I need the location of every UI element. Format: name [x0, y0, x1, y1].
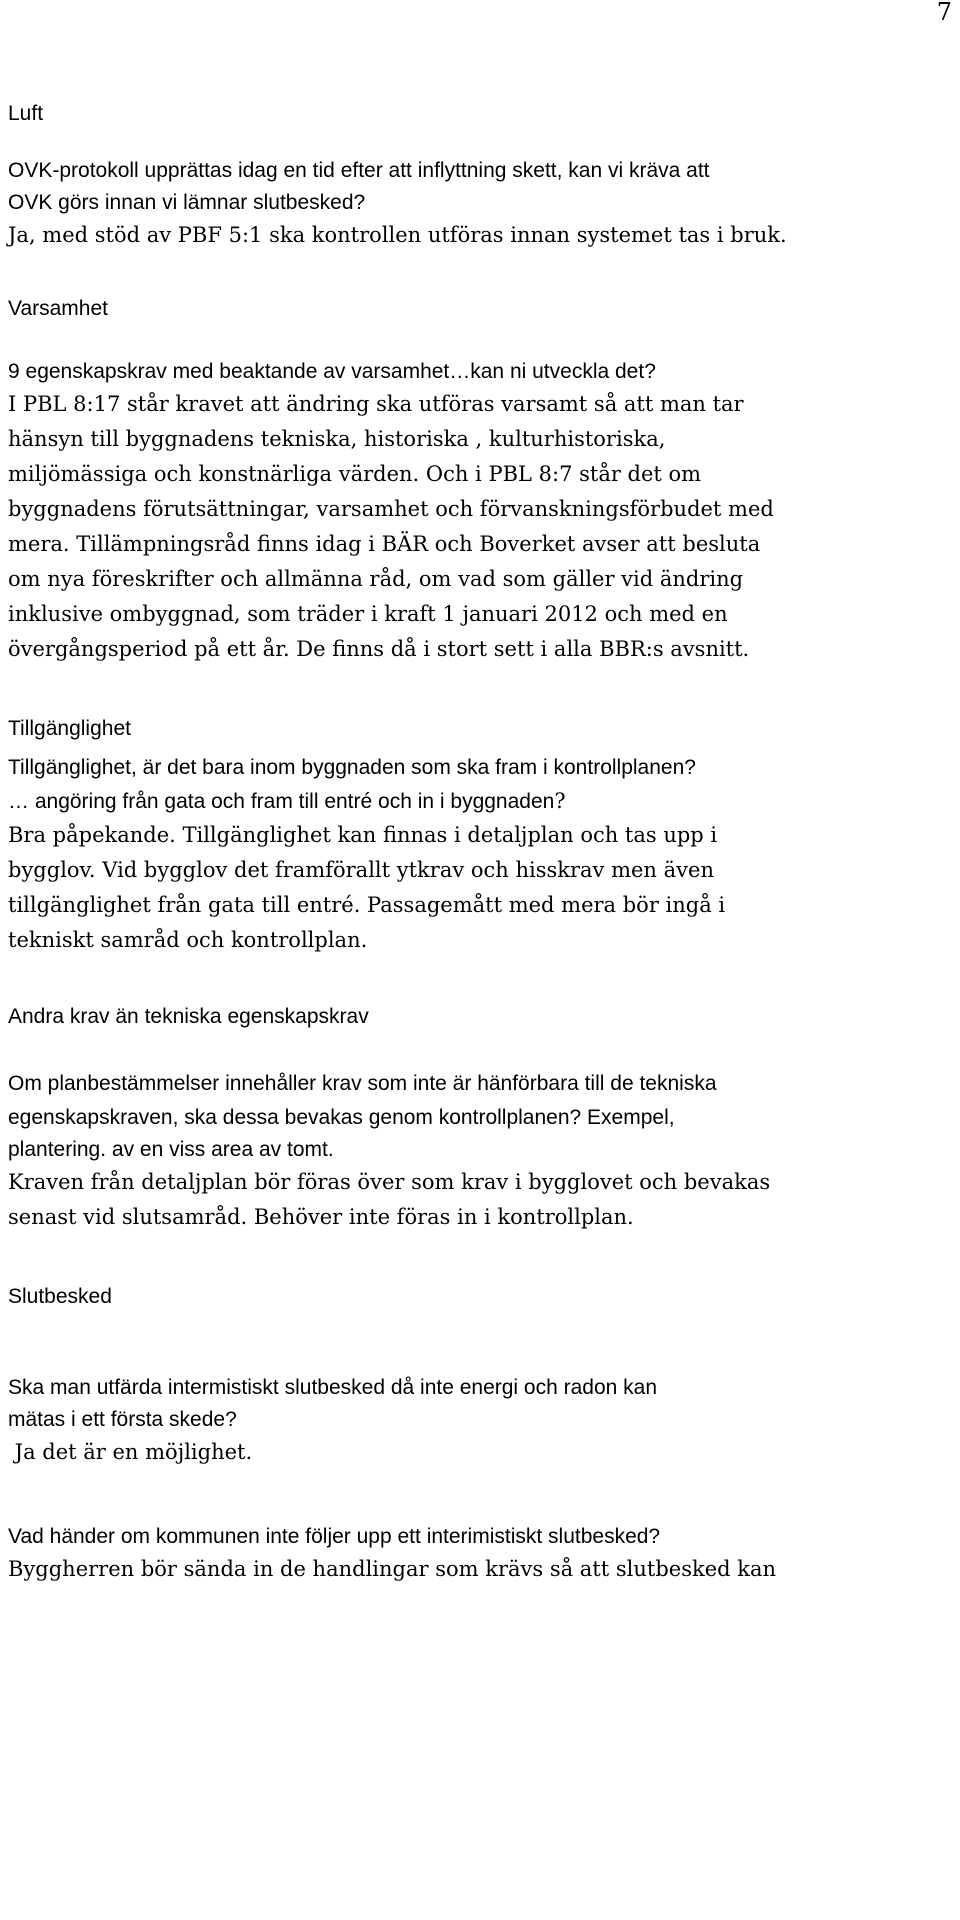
question-line: Tillgänglighet, är det bara inom byggnaden som ska fram i kontrollplanen?	[8, 756, 696, 779]
answer-line: senast vid slutsamråd. Behöver inte föras in i kontrollplan.	[8, 1205, 634, 1229]
answer-line: hänsyn till byggnadens tekniska, historiska , kulturhistoriska,	[8, 427, 666, 451]
question-mark: ?	[554, 789, 566, 813]
answer-line: miljömässiga och konstnärliga värden. Och i PBL 8:7 står det om	[8, 462, 702, 486]
question-line: Ska man utfärda intermistiskt slutbesked då inte energi och radon kan	[8, 1376, 658, 1399]
answer-line: inklusive ombyggnad, som träder i kraft 1 januari 2012 och med en	[8, 602, 728, 626]
answer-line: byggnadens förutsättningar, varsamhet och förvanskningsförbudet med	[8, 497, 774, 521]
question-text: … angöring från gata och fram till entré och in i byggnaden	[8, 790, 555, 813]
answer-line: I PBL 8:17 står kravet att ändring ska utföras varsamt så att man tar	[8, 392, 744, 416]
section-slutbesked	[8, 1285, 948, 1587]
heading-slutbesked: Slutbesked	[8, 1285, 112, 1308]
page-number: 7	[936, 0, 952, 26]
answer-line: mera. Tillämpningsråd finns idag i BÄR och Boverket avser att besluta	[8, 532, 761, 556]
heading-varsamhet: Varsamhet	[8, 297, 108, 320]
question-line: OVK görs innan vi lämnar slutbesked?	[8, 191, 366, 214]
question-line: OVK-protokoll upprättas idag en tid efter att inflyttning skett, kan vi kräva att	[8, 159, 710, 182]
answer-line: övergångsperiod på ett år. De finns då i stort sett i alla BBR:s avsnitt.	[8, 637, 750, 661]
heading-luft: Luft	[8, 102, 44, 125]
answer-line: Byggherren bör sända in de handlingar som krävs så att slutbesked kan	[8, 1557, 777, 1581]
heading-tillganglighet: Tillgänglighet	[8, 717, 131, 740]
heading-andra-krav: Andra krav än tekniska egenskapskrav	[8, 1005, 369, 1028]
answer-line: Kraven från detaljplan bör föras över som krav i bygglovet och bevakas	[8, 1170, 771, 1194]
answer-line: Ja, med stöd av PBF 5:1 ska kontrollen utföras innan systemet tas i bruk.	[8, 223, 787, 247]
question-line	[8, 785, 948, 818]
answer-line: bygglov. Vid bygglov det framförallt ytkrav och hisskrav men även	[8, 858, 714, 882]
answer-line: om nya föreskrifter och allmänna råd, om vad som gäller vid ändring	[8, 567, 744, 591]
answer-line: Bra påpekande. Tillgänglighet kan finnas i detaljplan och tas upp i	[8, 823, 718, 847]
question-line: plantering. av en viss area av tomt.	[8, 1138, 334, 1161]
question-line: Vad händer om kommunen inte följer upp ett interimistiskt slutbesked?	[8, 1525, 661, 1548]
answer-line: tillgänglighet från gata till entré. Passagemått med mera bör ingå i	[8, 893, 726, 917]
document-body	[8, 102, 948, 1587]
section-luft	[8, 102, 948, 253]
answer-line: tekniskt samråd och kontrollplan.	[8, 928, 368, 952]
answer-line: Ja det är en möjlighet.	[8, 1440, 253, 1464]
section-tillganglighet	[8, 717, 948, 958]
question-line: mätas i ett första skede?	[8, 1408, 237, 1431]
section-varsamhet	[8, 297, 948, 667]
question-line: Om planbestämmelser innehåller krav som inte är hänförbara till de tekniska	[8, 1072, 717, 1095]
question-line: egenskapskraven, ska dessa bevakas genom kontrollplanen? Exempel,	[8, 1106, 675, 1129]
section-andra-krav	[8, 1005, 948, 1235]
question-line: 9 egenskapskrav med beaktande av varsamhet…kan ni utveckla det?	[8, 360, 656, 383]
